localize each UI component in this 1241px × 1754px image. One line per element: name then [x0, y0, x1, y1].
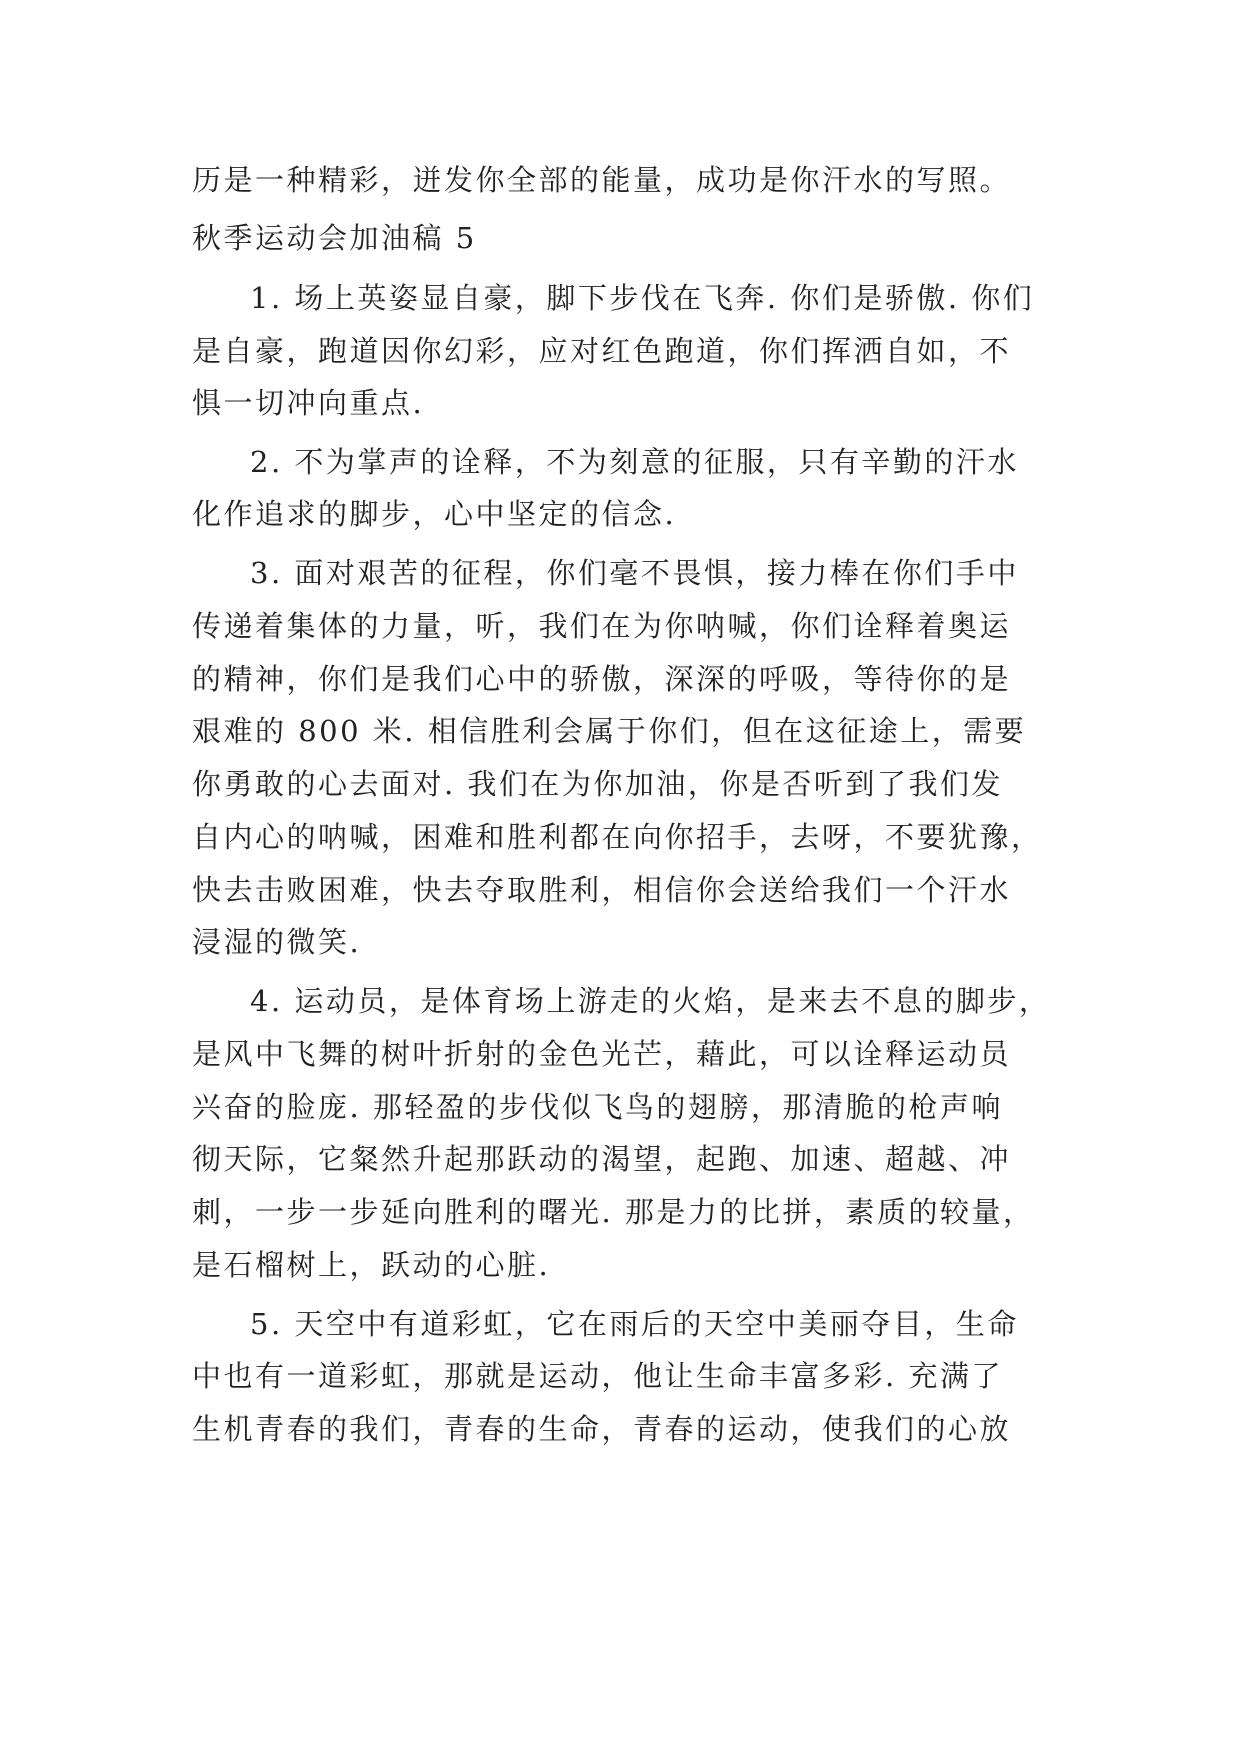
paragraph-3-line: 传递着集体的力量，听，我们在为你呐喊，你们诠释着奥运 [192, 609, 1012, 643]
paragraph-3-line: 自内心的呐喊，困难和胜利都在向你招手，去呀，不要犹豫， [192, 820, 1043, 854]
paragraph-3-line: 快去击败困难，快去夺取胜利，相信你会送给我们一个汗水 [192, 873, 1012, 907]
paragraph-2-line: 化作追求的脚步，心中坚定的信念. [192, 497, 677, 531]
paragraph-4-line: 刺，一步一步延向胜利的曙光. 那是力的比拼，素质的较量， [192, 1195, 1035, 1229]
text-line: 历是一种精彩，迸发你全部的能量，成功是你汗水的写照。 [192, 163, 1012, 197]
paragraph-5-line: 生机青春的我们，青春的生命，青春的运动，使我们的心放 [192, 1412, 1012, 1446]
paragraph-2-line: 2. 不为掌声的诠释，不为刻意的征服，只有辛勤的汗水 [250, 445, 1019, 479]
paragraph-3-line: 你勇敢的心去面对. 我们在为你加油，你是否听到了我们发 [192, 767, 1003, 801]
paragraph-4-line: 是风中飞舞的树叶折射的金色光芒，藉此，可以诠释运动员 [192, 1037, 1012, 1071]
paragraph-1-line: 是自豪，跑道因你幻彩，应对红色跑道，你们挥洒自如，不 [192, 334, 1012, 368]
paragraph-3-line: 的精神，你们是我们心中的骄傲，深深的呼吸，等待你的是 [192, 662, 1012, 696]
paragraph-4-line: 彻天际，它粲然升起那跃动的渴望，起跑、加速、超越、冲 [192, 1142, 1012, 1176]
paragraph-4-line: 4. 运动员，是体育场上游走的火焰，是来去不息的脚步， [250, 984, 1051, 1018]
section-title: 秋季运动会加油稿 5 [192, 221, 477, 255]
paragraph-5-line: 中也有一道彩虹，那就是运动，他让生命丰富多彩. 充满了 [192, 1359, 1003, 1393]
paragraph-1-line: 1. 场上英姿显自豪，脚下步伐在飞奔. 你们是骄傲. 你们 [250, 281, 1035, 315]
paragraph-1-line: 惧一切冲向重点. [192, 386, 425, 420]
paragraph-4-line: 是石榴树上，跃动的心脏. [192, 1248, 551, 1282]
paragraph-4-line: 兴奋的脸庞. 那轻盈的步伐似飞鸟的翅膀，那清脆的枪声响 [192, 1090, 1003, 1124]
paragraph-3-line: 艰难的 800 米. 相信胜利会属于你们，但在这征途上，需要 [192, 714, 1027, 748]
paragraph-3-line: 浸湿的微笑. [192, 925, 362, 959]
paragraph-3-line: 3. 面对艰苦的征程，你们毫不畏惧，接力棒在你们手中 [250, 556, 1019, 590]
paragraph-5-line: 5. 天空中有道彩虹，它在雨后的天空中美丽夺目，生命 [250, 1307, 1019, 1341]
